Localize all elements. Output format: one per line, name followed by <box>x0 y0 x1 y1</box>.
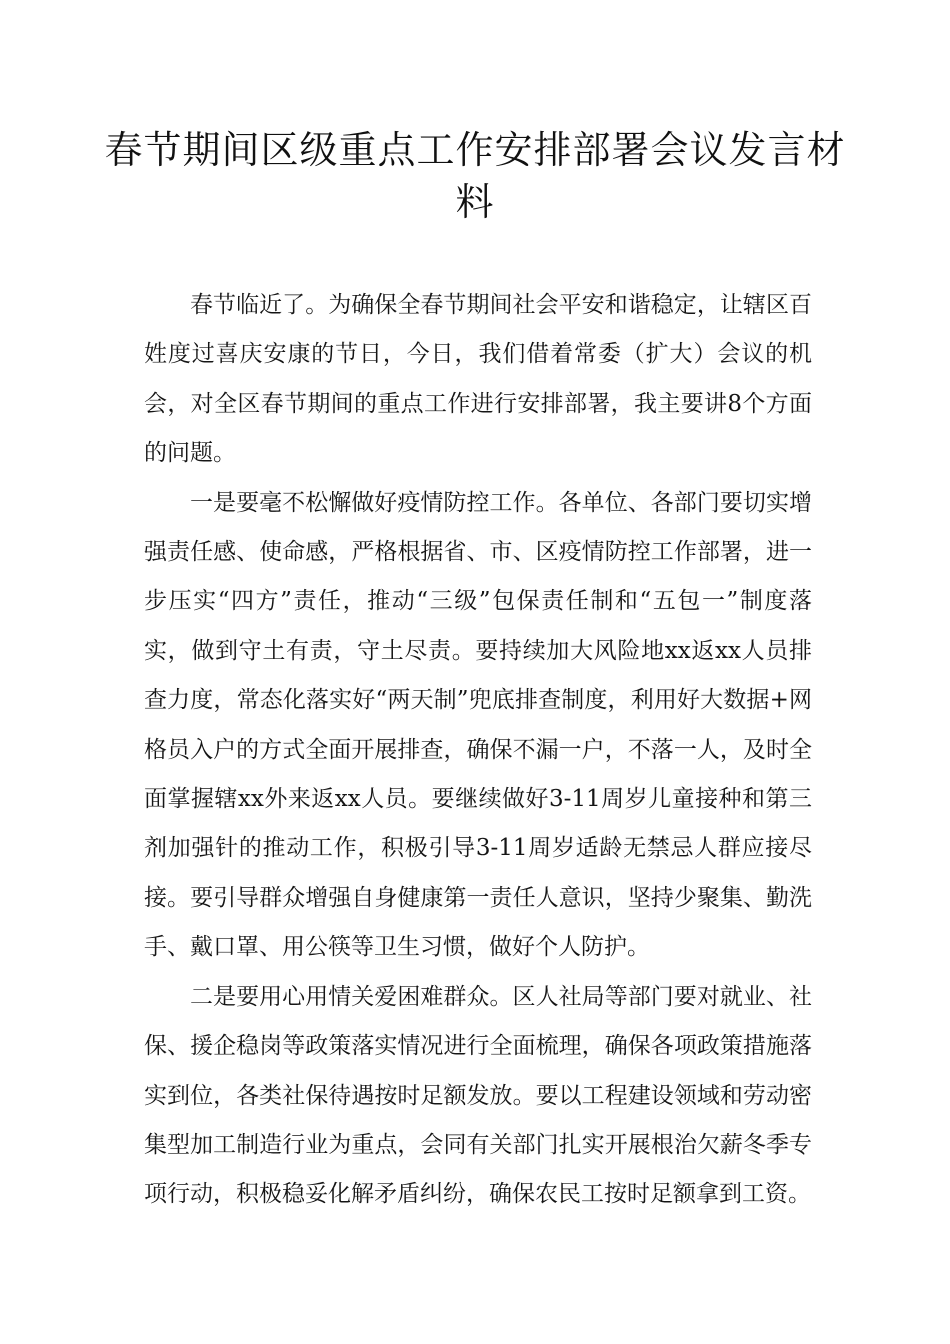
paragraph-care-for-needy: 二是要用心用情关爱困难群众。区人社局等部门要对就业、社保、援企稳岗等政策落实情况进行全面梳理，确保各项政策措施落实到位，各类社保待遇按时足额发放。要以工程建设领域和劳动密集型加工制造行业为重点，会同有关部门扎实开展根治欠薪冬季专项行动，积极稳妥化解矛盾纠纷，确保农民工按时足额拿到工资。 <box>144 983 812 1208</box>
document-body <box>144 281 812 1220</box>
paragraph-intro: 春节临近了。为确保全春节期间社会平安和谐稳定，让辖区百姓度过喜庆安康的节日，今日，我们借着常委（扩大）会议的机会，对全区春节期间的重点工作进行安排部署，我主要讲8个方面的问题。 <box>144 292 812 467</box>
paragraph-epidemic-control: 一是要毫不松懈做好疫情防控工作。各单位、各部门要切实增强责任感、使命感，严格根据省、市、区疫情防控工作部署，进一步压实“四方”责任，推动“三级”包保责任制和“五包一”制度落实，做到守土有责，守土尽责。要持续加大风险地xx返xx人员排查力度，常态化落实好“两天制”兜底排查制度，利用好大数据+网格员入户的方式全面开展排查，确保不漏一户，不落一人，及时全面掌握辖xx外来返xx人员。要继续做好3-11周岁儿童接种和第三剂加强针的推动工作，积极引导3-11周岁适龄无禁忌人群应接尽接。要引导群众增强自身健康第一责任人意识，坚持少聚集、勤洗手、戴口罩、用公筷等卫生习惯，做好个人防护。 <box>144 489 812 961</box>
document-title: 春节期间区级重点工作安排部署会议发言材料 <box>104 128 846 224</box>
